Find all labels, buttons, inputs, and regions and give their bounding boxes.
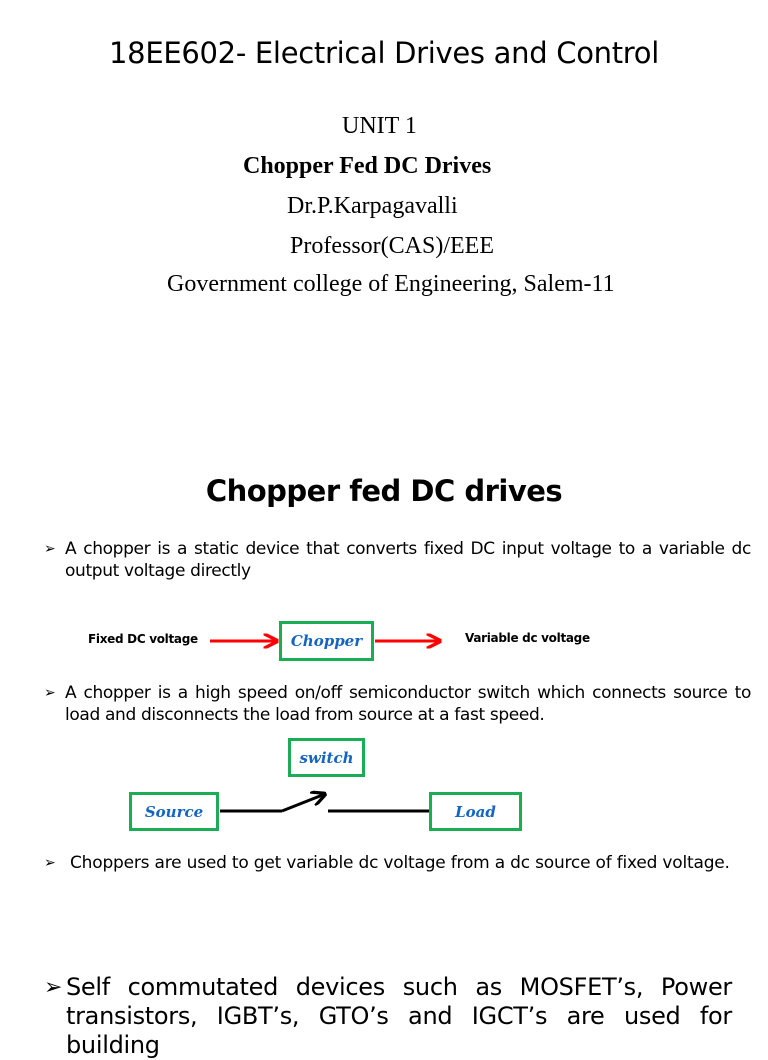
load-block: Load	[429, 792, 522, 831]
bullet-text: A chopper is a static device that converts fixed DC input voltage to a variable dc output voltage directly	[65, 539, 751, 581]
institution-name: Government college of Engineering, Salem-11	[167, 271, 615, 297]
section-heading: Chopper fed DC drives	[205, 474, 563, 508]
bullet-item	[44, 682, 751, 726]
author-designation: Professor(CAS)/EEE	[290, 233, 494, 259]
switch-block: switch	[288, 738, 365, 777]
source-block: Source	[129, 792, 219, 831]
bullet-text: A chopper is a high speed on/off semiconductor switch which connects source to load and disconnects the load from source at a fast speed.	[65, 683, 751, 725]
unit-label: UNIT 1	[342, 113, 417, 139]
bullet-item	[44, 852, 751, 874]
course-title: 18EE602- Electrical Drives and Control	[109, 36, 659, 70]
author-name: Dr.P.Karpagavalli	[287, 193, 458, 219]
bullet-item	[44, 973, 732, 1060]
fixed-dc-voltage-label: Fixed DC voltage	[88, 632, 198, 646]
bullet-arrow-icon: ➢	[44, 541, 56, 557]
bullet-text: Self commutated devices such as MOSFET’s, Power transistors, IGBT’s, GTO’s and IGCT’s are used for building	[66, 973, 732, 1059]
bullet-arrow-icon: ➢	[44, 685, 56, 701]
chopper-block: Chopper	[279, 621, 374, 661]
variable-dc-voltage-label: Variable dc voltage	[465, 631, 590, 645]
bullet-arrow-icon: ➢	[44, 855, 56, 871]
topic-title: Chopper Fed DC Drives	[243, 153, 492, 179]
switch-blade	[282, 794, 325, 811]
bullet-arrow-icon: ➢	[44, 975, 63, 1000]
bullet-text: Choppers are used to get variable dc voltage from a dc source of fixed voltage.	[70, 853, 730, 873]
